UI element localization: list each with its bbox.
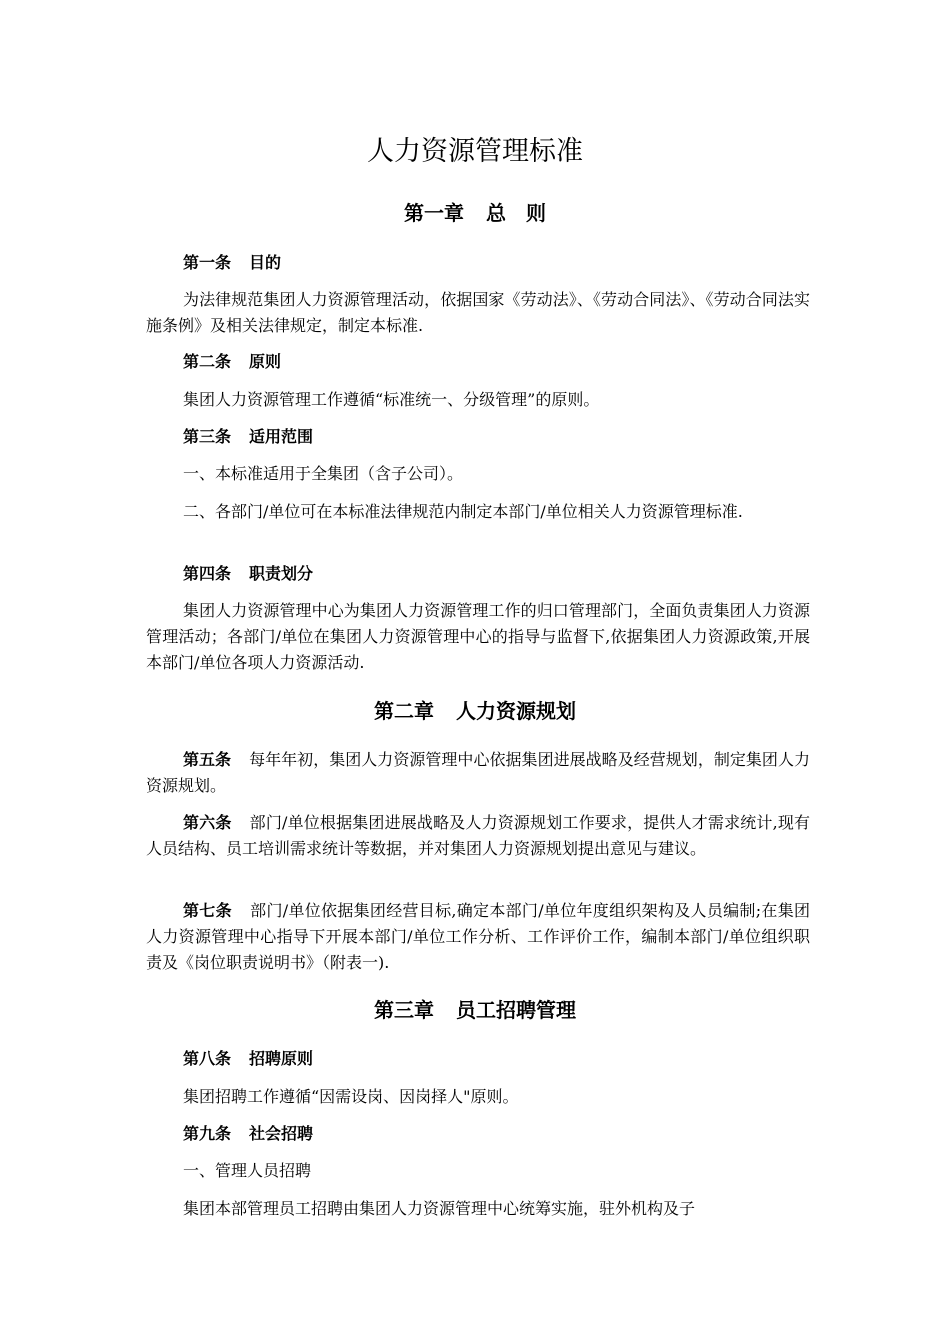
article-3-number: 第三条 xyxy=(183,427,232,446)
article-8-number: 第八条 xyxy=(183,1049,232,1068)
article-9-title: 社会招聘 xyxy=(249,1124,314,1143)
chapter-1-number: 第一章 xyxy=(404,201,464,225)
article-9-item-1: 一、管理人员招聘 xyxy=(183,1161,312,1180)
article-9-heading xyxy=(183,1121,313,1147)
article-2-number: 第二条 xyxy=(183,352,232,371)
chapter-3-heading xyxy=(0,995,950,1025)
chapter-2-number: 第二章 xyxy=(374,699,434,723)
article-6-number: 第六条 xyxy=(183,813,232,832)
article-1-text: 为法律规范集团人力资源管理活动，依据国家《劳动法》、《劳动合同法》、《劳动合同法实施条例》及相关法律规定，制定本标准. xyxy=(146,290,810,335)
article-4-number: 第四条 xyxy=(183,564,232,583)
article-4-title: 职责划分 xyxy=(249,564,314,583)
article-5-number: 第五条 xyxy=(183,750,232,769)
article-5-paragraph xyxy=(146,747,810,799)
article-4-text: 集团人力资源管理中心为集团人力资源管理工作的归口管理部门，全面负责集团人力资源管理活动；各部门/单位在集团人力资源管理中心的指导与监督下,依据集团人力资源政策,开展本部门/单位各项人力资源活动. xyxy=(146,601,810,672)
chapter-3-title: 员工招聘管理 xyxy=(456,998,576,1022)
article-7-text: 部门/单位依据集团经营目标,确定本部门/单位年度组织架构及人员编制;在集团人力资源管理中心指导下开展本部门/单位工作分析、工作评价工作，编制本部门/单位组织职责及《岗位职责说明书》（附表一). xyxy=(146,901,810,972)
article-1-heading xyxy=(183,250,281,276)
article-3-item-2: 二、各部门/单位可在本标准法律规范内制定本部门/单位相关人力资源管理标准. xyxy=(183,502,743,521)
article-9-number: 第九条 xyxy=(183,1124,232,1143)
article-1-number: 第一条 xyxy=(183,253,232,272)
chapter-1-heading xyxy=(0,198,950,228)
article-3-title: 适用范围 xyxy=(249,427,314,446)
article-1-title: 目的 xyxy=(249,253,282,272)
chapter-2-title: 人力资源规划 xyxy=(456,699,576,723)
chapter-2-heading xyxy=(0,696,950,726)
article-3-item-1: 一、本标准适用于全集团（含子公司）。 xyxy=(183,464,464,483)
article-2-title: 原则 xyxy=(249,352,282,371)
chapter-3-number: 第三章 xyxy=(374,998,434,1022)
article-8-title: 招聘原则 xyxy=(249,1049,314,1068)
article-2-heading xyxy=(183,349,281,375)
article-6-paragraph xyxy=(146,810,810,862)
document-title: 人力资源管理标准 xyxy=(367,136,583,167)
article-3-heading xyxy=(183,424,313,450)
article-4-heading xyxy=(183,561,313,587)
article-7-number: 第七条 xyxy=(183,901,232,920)
article-8-heading xyxy=(183,1046,313,1072)
article-6-text: 部门/单位根据集团进展战略及人力资源规划工作要求，提供人才需求统计,现有人员结构、员工培训需求统计等数据，并对集团人力资源规划提出意见与建议。 xyxy=(146,813,810,858)
article-2-text: 集团人力资源管理工作遵循“标准统一、分级管理”的原则。 xyxy=(183,390,600,409)
article-9-text: 集团本部管理员工招聘由集团人力资源管理中心统筹实施，驻外机构及子 xyxy=(183,1199,696,1218)
article-8-text: 集团招聘工作遵循“因需设岗、因岗择人"原则。 xyxy=(183,1087,519,1106)
chapter-1-title: 总 则 xyxy=(486,201,546,225)
article-5-text: 每年年初，集团人力资源管理中心依据集团进展战略及经营规划，制定集团人力资源规划。 xyxy=(146,750,810,795)
article-7-paragraph xyxy=(146,898,810,976)
